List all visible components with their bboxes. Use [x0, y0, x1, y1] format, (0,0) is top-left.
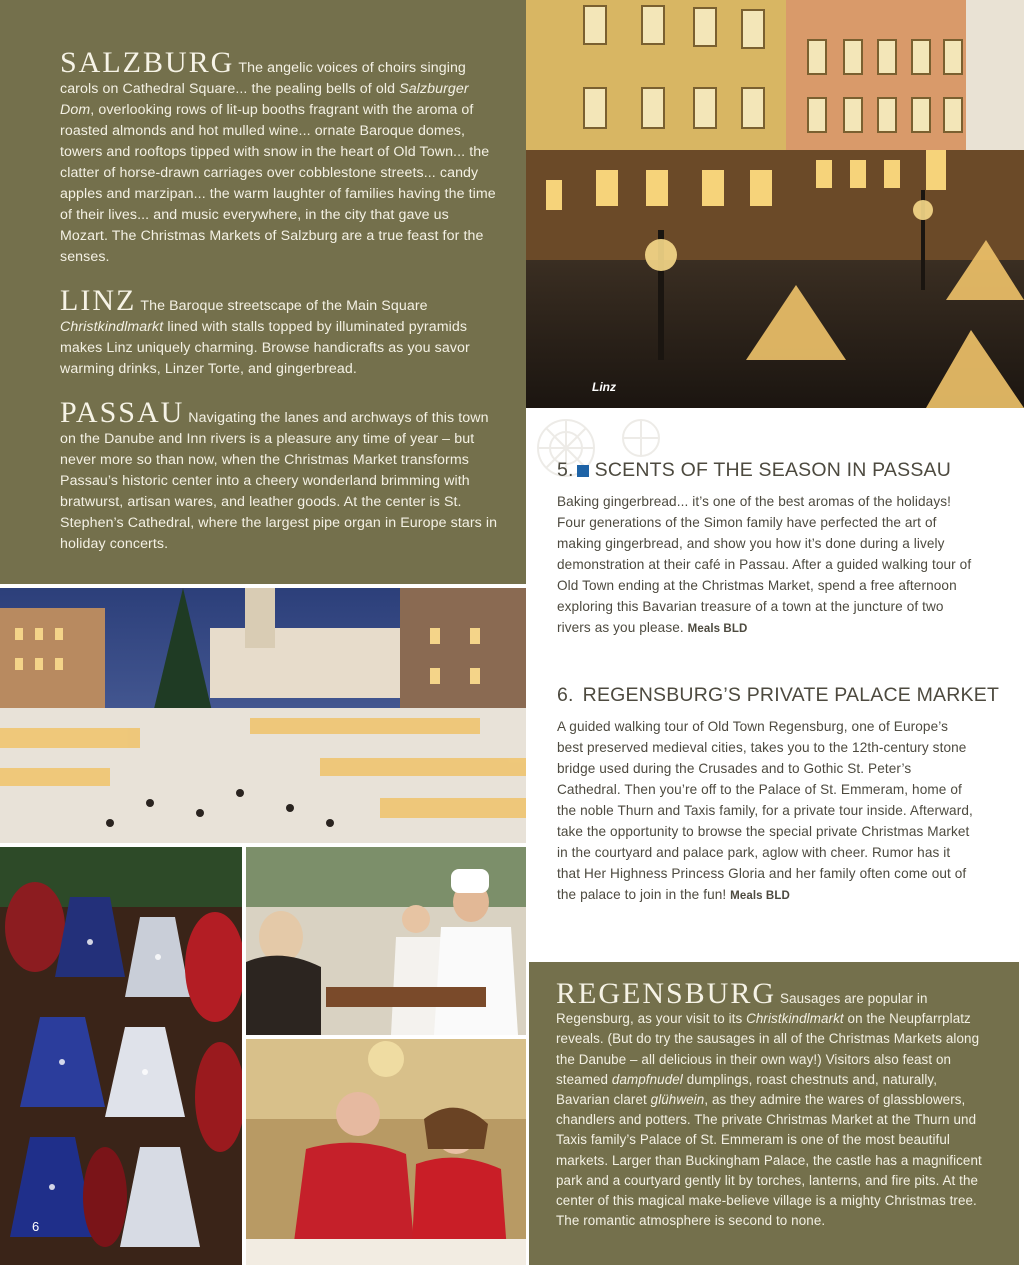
- day-5-meals: Meals BLD: [687, 623, 748, 635]
- page-number: 6: [32, 1219, 40, 1234]
- regensburg-panel: [529, 962, 1019, 1265]
- christmas-ornaments-photo: [0, 847, 242, 1265]
- day-6-meals: Meals BLD: [730, 890, 790, 902]
- linz-photo-caption: Linz: [592, 380, 616, 394]
- linz-market-photo: [526, 0, 1024, 408]
- itinerary-day-5: [557, 459, 977, 640]
- blue-square-icon: [577, 465, 589, 477]
- day-5-heading: 5. SCENTS OF THE SEASON IN PASSAU: [557, 459, 952, 481]
- linz-heading: LINZ: [60, 284, 137, 317]
- day-5-body: Baking gingerbread... it’s one of the best aromas of the holidays! Four generations of the Simon family have perfected the art of making gingerbread, and show you how it’s done during a lively demonstration at their café in Passau. After a guided walking tour of Old Town ending at the Christmas Market, spend a free afternoon exploring this Bavarian treasure of a town at the juncture of two rivers as you please. Meals BLD: [557, 494, 972, 635]
- salzburg-paragraph: SALZBURG The angelic voices of choirs singing carols on Cathedral Square... the pealing bells of old Salzburger Dom, overlooking rows of lit-up booths fragrant with the aroma of roasted almonds and hot mulled wine... ornate Baroque domes, towers and rooftops tipped with snow in the heart of Old Town... the clatter of horse-drawn carriages over cobblestone streets... candy apples and marzipan... the warm laughter of families having the time of their lives... and music everywhere, in the city that gave us Mozart. The Christmas Markets of Salzburg are a true feast for the senses.: [60, 46, 496, 265]
- regensburg-paragraph: REGENSBURG Sausages are popular in Regensburg, as your visit to its Christkindlmarkt on the Neupfarrplatz reveals. (But do try the sausages in all of the Christmas Markets along the Danube – all delicious in their own way!) Visitors also feast on steamed dampfnudel dumplings, roast chestnuts and, naturally, Bavarian claret glühwein, as they admire the wares of glassblowers, chandlers and potters. The private Christmas Market at the Thurn und Taxis family’s Palace of St. Emmeram is one of the most beautiful markets. Larger than Buckingham Palace, the castle has a magnificent park and a courtyard gently lit by torches, lanterns, and fire pits. At the center of this magical make-believe village is a mighty Christmas tree. The romantic atmosphere is second to none.: [556, 977, 982, 1229]
- gingerbread-chef-photo: [246, 847, 526, 1035]
- itinerary-day-6: [557, 684, 1000, 907]
- regensburg-heading: REGENSBURG: [556, 977, 777, 1010]
- passau-paragraph: PASSAU Navigating the lanes and archways of this town on the Danube and Inn rivers is a pleasure any time of year – but never more so than now, when the Christmas Market transforms Passau’s historic center into a cheery wonderland brimming with bratwurst, artisan wares, and leather goods. At the center is St. Stephen’s Cathedral, where the largest pipe organ in Europe stars in holiday concerts.: [60, 396, 498, 552]
- passau-heading: PASSAU: [60, 396, 185, 429]
- salzburg-heading: SALZBURG: [60, 46, 235, 79]
- linz-paragraph: LINZ The Baroque streetscape of the Main Square Christkindlmarkt lined with stalls topped by illuminated pyramids makes Linz uniquely charming. Browse handicrafts as you savor warming drinks, Linzer Torte, and gingerbread.: [60, 284, 470, 377]
- palace-dinner-couple-photo: [246, 1039, 526, 1265]
- city-intro-panel: [0, 0, 526, 584]
- day-6-heading: 6. REGENSBURG’S PRIVATE PALACE MARKET: [557, 684, 1000, 706]
- salzburg-market-photo: [0, 588, 526, 843]
- day-6-body: A guided walking tour of Old Town Regensburg, one of Europe’s best preserved medieval cities, takes you to the 12th-century stone bridge used during the Crusades and to Gothic St. Peter’s Cathedral. Then you’re off to the Palace of St. Emmeram, home of the noble Thurn and Taxis family, for a private tour inside. Afterward, take the opportunity to browse the special private Christmas Market in the courtyard and palace park, aglow with cheer. Rumor has it that Her Highness Princess Gloria and her family often come out of the palace to join in the fun! Meals BLD: [557, 719, 973, 902]
